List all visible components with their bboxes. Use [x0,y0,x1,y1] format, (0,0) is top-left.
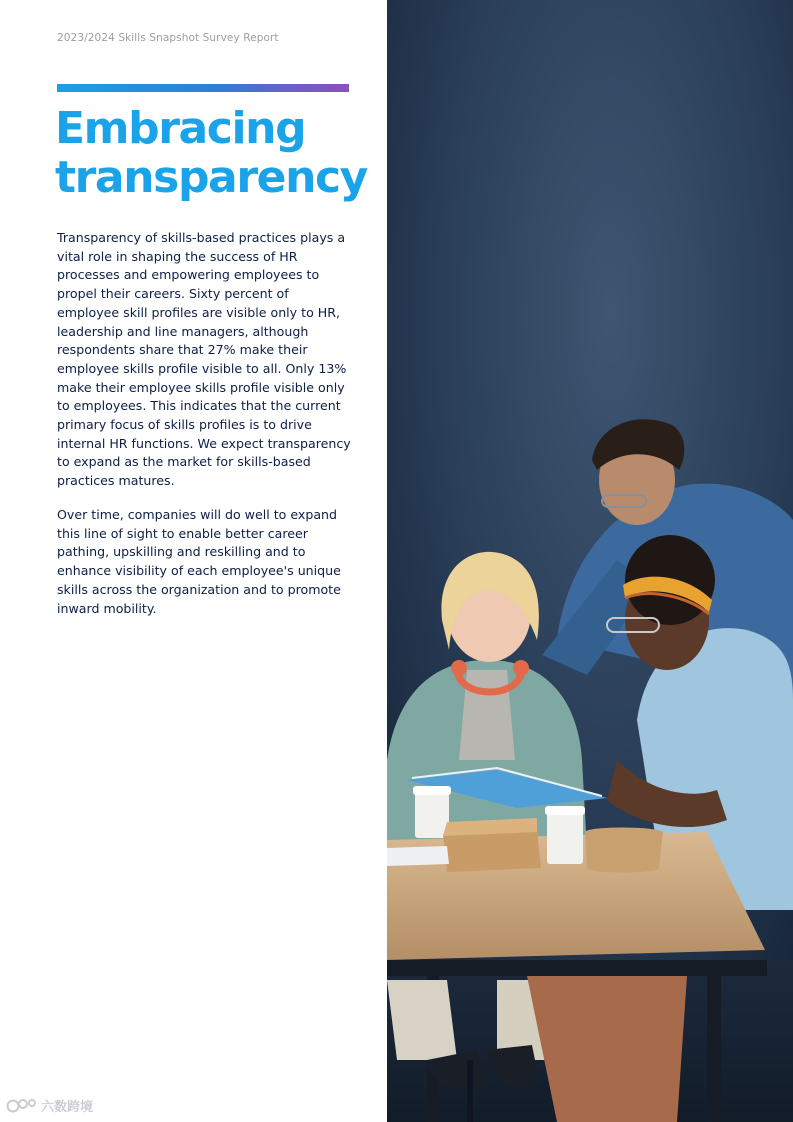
hero-photo [387,0,793,1122]
text-column [0,0,387,1122]
watermark [6,1096,93,1115]
body-paragraph-1: Transparency of skills-based practices plays a vital role in shaping the success of HR processes and empowering employees to propel their careers. Sixty percent of employee skill profiles are visible only to HR, leadership and line managers, although respondents share that 27% make their employee skills profile visible to all. Only 13% make their employee skills profile visible only to employees. This indicates that the current primary focus of skills profiles is to drive internal HR functions. We expect transparency to expand as the market for skills-based practices matures. [57,230,351,489]
page-title-line-2: transparency [55,152,367,203]
photo-illustration [387,0,793,1122]
watermark-text: 六数跨境 [41,1100,94,1115]
accent-bar [57,84,349,92]
page-title-line-1: Embracing [55,103,306,154]
report-header: 2023/2024 Skills Snapshot Survey Report [57,32,279,44]
body-paragraph-2: Over time, companies will do well to expand this line of sight to enable better career pathing, upskilling and reskilling and to enhance visibility of each employee's unique skills across the organization and to promote inward mobility. [57,507,341,616]
page-title [55,104,375,202]
watermark-logo-icon [6,1097,38,1115]
